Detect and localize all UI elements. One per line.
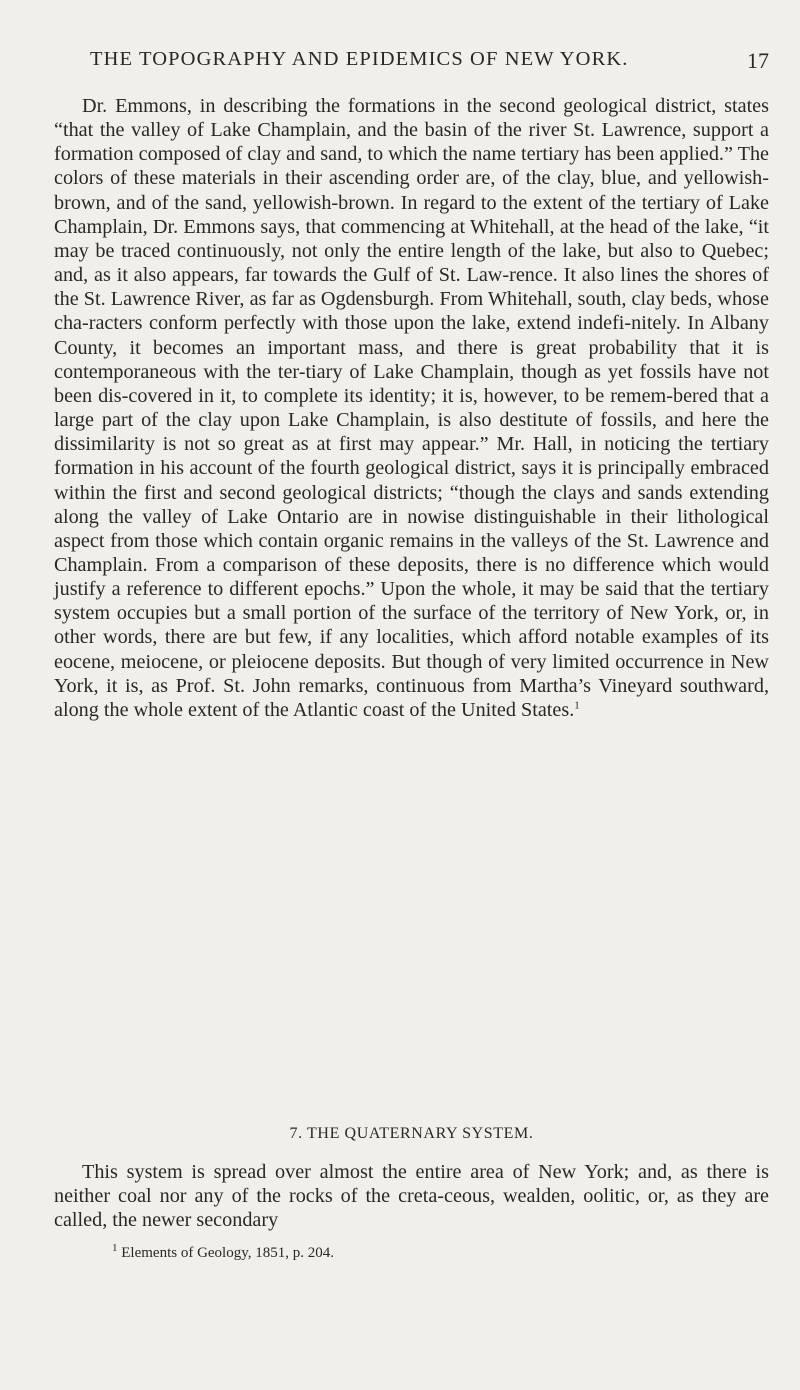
body-text xyxy=(54,94,769,722)
section-paragraph: This system is spread over almost the entire area of New York; and, as there is neither coal nor any of the rocks of the creta-ceous, wealden, oolitic, or, as they are called, the newer secondary xyxy=(54,1161,769,1232)
page-header xyxy=(54,48,769,82)
body-paragraph xyxy=(54,94,769,722)
footnote-reference: 1 xyxy=(574,699,580,712)
section-text xyxy=(54,1160,769,1232)
running-head: THE TOPOGRAPHY AND EPIDEMICS OF NEW YORK. xyxy=(90,48,629,70)
body-paragraph-text: Dr. Emmons, in describing the formations in the second geological district, states “that the valley of Lake Champlain, and the basin of the river St. Lawrence, support a formation composed of clay and sand, to which the name tertiary has been applied.” The colors of these materials in their ascending order are, of the clay, blue, and yellowish-brown, and of the sand, yellowish-brown. In regard to the extent of the tertiary of Lake Champlain, Dr. Emmons says, that commencing at Whitehall, at the head of the lake, “it may be traced continuously, not only the entire length of the lake, but also to Quebec; and, as it also appears, far towards the Gulf of St. Law-rence. It also lines the shores of the St. Lawrence River, as far as Ogdensburgh. From Whitehall, south, clay beds, whose cha-racters conform perfectly with those upon the lake, extend indefi-nitely. In Albany County, it becomes an important mass, and there is great probability that it is contemporaneous with the ter-tiary of Lake Champlain, though as yet fossils have not been dis-covered in it, to complete its identity; it is, however, to be remem-bered that a large part of the clay upon Lake Champlain, is also destitute of fossils, and here the dissimilarity is not so great as at first may appear.” Mr. Hall, in noticing the tertiary formation in his account of the fourth geological district, says it is principally embraced within the first and second geological districts; “though the clays and sands extending along the valley of Lake Ontario are in nowise distinguishable in their lithological aspect from those which contain organic remains in the valleys of the St. Lawrence and Champlain. From a comparison of these deposits, there is no difference which would justify a reference to different epochs.” Upon the whole, it may be said that the tertiary system occupies but a small portion of the surface of the territory of New York, or, in other words, there are but few, if any localities, which afford notable examples of its eocene, meiocene, or pleiocene deposits. But though of very limited occurrence in New York, it is, as Prof. St. John remarks, continuous from Martha’s Vineyard southward, along the whole extent of the Atlantic coast of the United States. xyxy=(54,95,769,721)
footnote-text: Elements of Geology, 1851, p. 204. xyxy=(121,1245,334,1261)
footnote-marker: 1 xyxy=(112,1242,118,1254)
page-number: 17 xyxy=(747,48,769,73)
footnote xyxy=(112,1242,334,1262)
section-heading: 7. THE QUATERNARY SYSTEM. xyxy=(289,1125,534,1142)
